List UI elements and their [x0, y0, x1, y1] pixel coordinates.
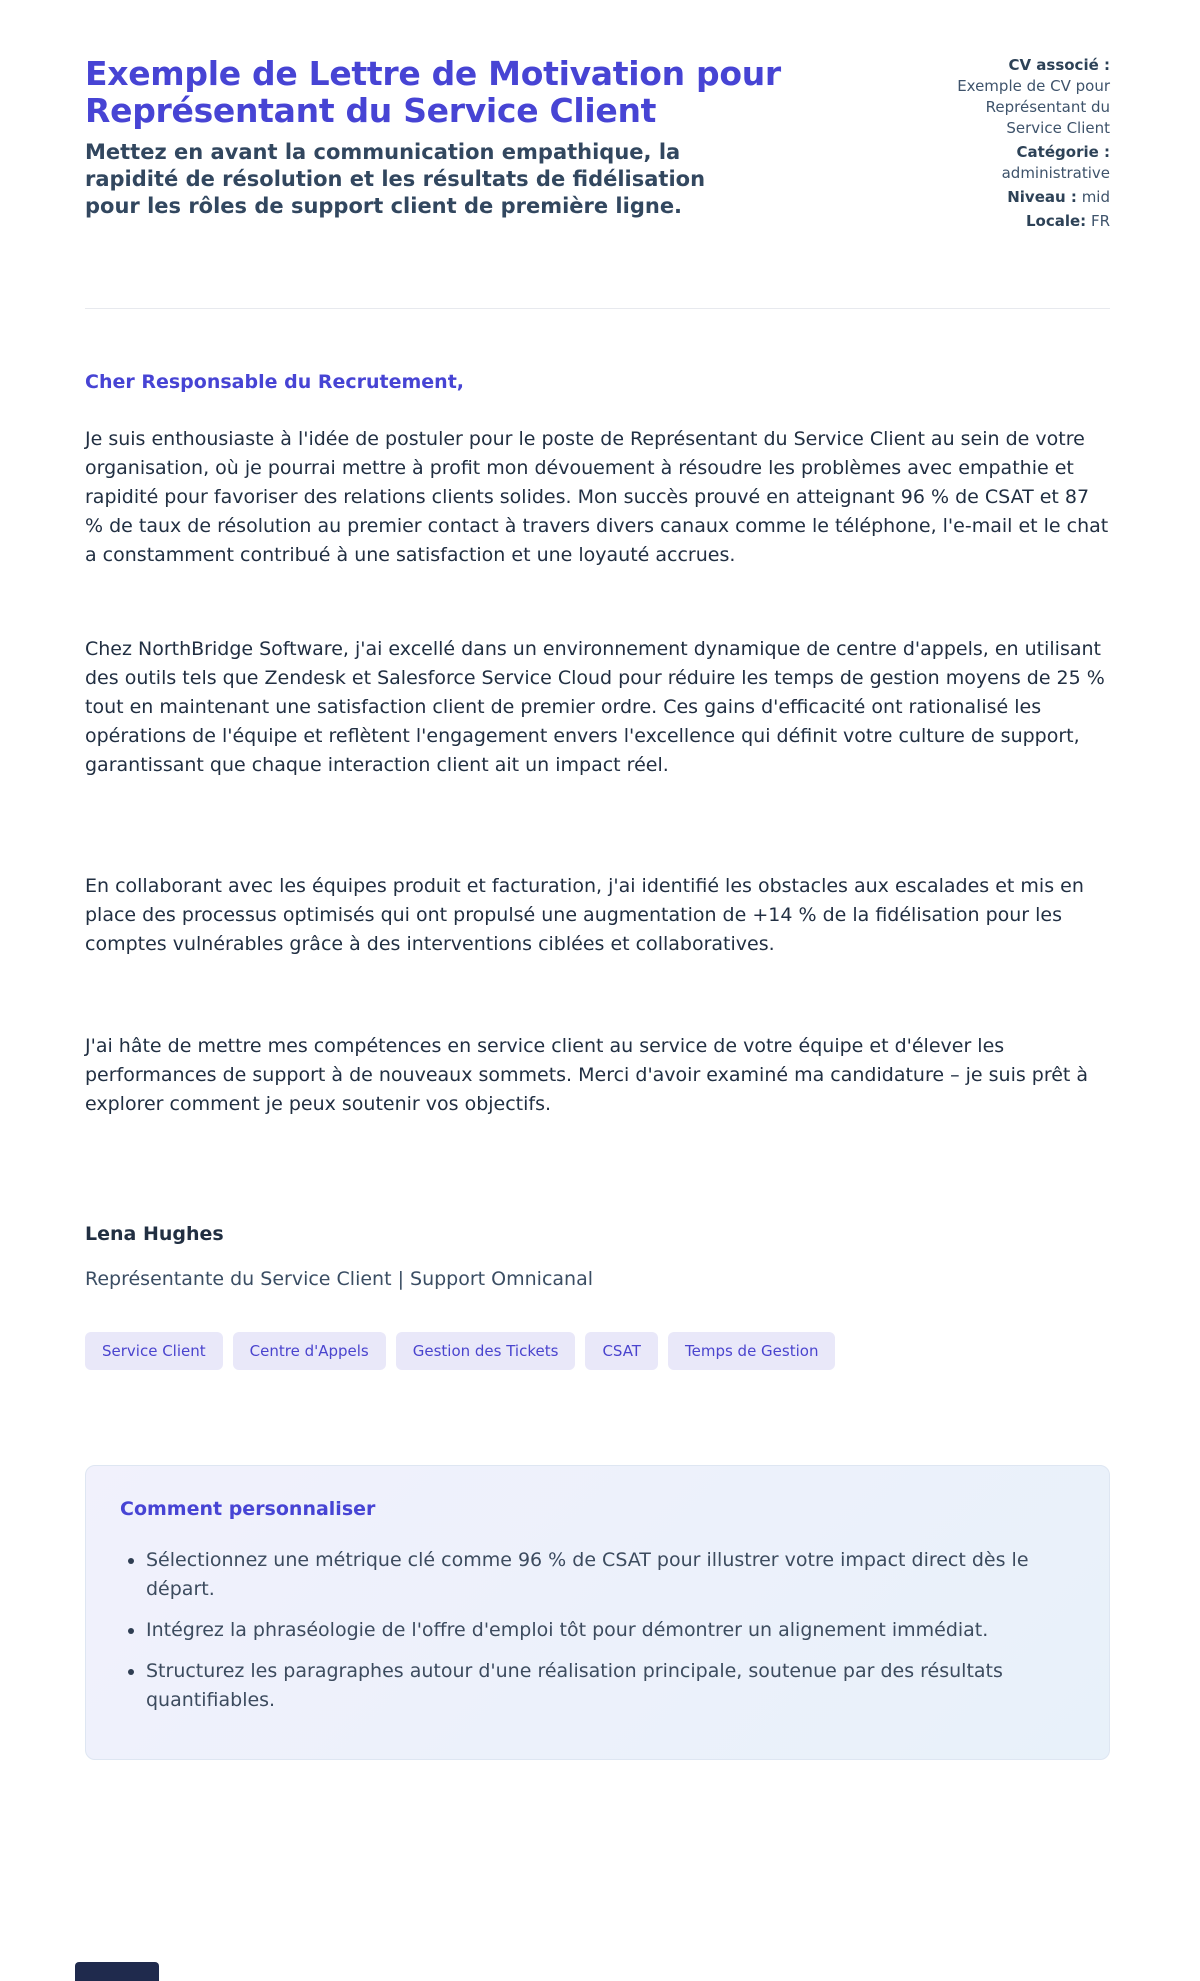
- signature-role: Représentante du Service Client | Support Omnicanal: [85, 1268, 593, 1290]
- meta-item-locale: [930, 211, 1110, 232]
- tips-list: [120, 1546, 1075, 1715]
- footer-logo-block: [75, 1962, 159, 1981]
- meta-category-value: administrative: [1001, 164, 1110, 182]
- tip-item: • Intégrez la phraséologie de l'offre d'emploi tôt pour démontrer un alignement immédiat.: [146, 1616, 1075, 1645]
- page-header: [85, 55, 1110, 235]
- page-subtitle: Mettez en avant la communication empathique, la rapidité de résolution et les résultats de fidélisation pour les rôles de support client de première ligne.: [85, 140, 706, 218]
- letter-paragraph: Je suis enthousiaste à l'idée de postuler pour le poste de Représentant du Service Client au sein de votre organisation, où je pourrai mettre à profit mon dévouement à résoudre les problèmes avec empathie et rapidité pour favoriser des relations clients solides. Mon succès prouvé en atteignant 96 % de CSAT et 87 % de taux de résolution au premier contact à travers divers canaux comme le téléphone, l'e-mail et le chat a constamment contribué à une satisfaction et une loyauté accrues.: [85, 428, 1109, 566]
- meta-locale-label: Locale:: [1025, 212, 1087, 230]
- divider: [85, 308, 1110, 309]
- letter-body: [85, 368, 1110, 1294]
- header-title-block: [85, 55, 830, 220]
- tag-chip-centre-appels[interactable]: Centre d'Appels: [233, 1332, 386, 1370]
- page-title: Exemple de Lettre de Motivation pour Représentant du Service Client: [85, 54, 781, 130]
- tag-chip-csat[interactable]: CSAT: [585, 1332, 658, 1370]
- meta-cv-label: CV associé :: [1008, 56, 1110, 74]
- meta-item-category: [930, 142, 1110, 184]
- meta-locale-value: FR: [1090, 212, 1110, 230]
- signature-name: Lena Hughes: [85, 1223, 224, 1245]
- tip-item: • Structurez les paragraphes autour d'une réalisation principale, soutenue par des résultats quantifiables.: [146, 1657, 1075, 1715]
- meta-panel: [930, 55, 1110, 235]
- tags-row: [85, 1332, 1110, 1370]
- meta-level-label: Niveau :: [1007, 188, 1077, 206]
- tag-chip-gestion-tickets[interactable]: Gestion des Tickets: [396, 1332, 576, 1370]
- tips-heading: Comment personnaliser: [120, 1498, 376, 1520]
- letter-greeting: Cher Responsable du Recrutement,: [85, 371, 464, 393]
- letter-paragraph: J'ai hâte de mettre mes compétences en service client au service de votre équipe et d'élever les performances de support à de nouveaux sommets. Merci d'avoir examiné ma candidature – je suis prêt à explorer comment je peux soutenir vos objectifs.: [85, 1035, 1089, 1115]
- tips-box: [85, 1465, 1110, 1760]
- letter-paragraph: Chez NorthBridge Software, j'ai excellé dans un environnement dynamique de centre d'appels, en utilisant des outils tels que Zendesk et Salesforce Service Cloud pour réduire les temps de gestion moyens de 25 % tout en maintenant une satisfaction client de premier ordre. Ces gains d'efficacité ont rationalisé les opérations de l'équipe et reflètent l'engagement envers l'excellence qui définit votre culture de support, garantissant que chaque interaction client ait un impact réel.: [85, 638, 1105, 776]
- tip-item: • Sélectionnez une métrique clé comme 96 % de CSAT pour illustrer votre impact direct dès le départ.: [146, 1546, 1075, 1604]
- meta-cv-value: Exemple de CV pour Représentant du Service Client: [957, 77, 1110, 137]
- meta-level-value: mid: [1081, 188, 1110, 206]
- meta-item-level: [930, 187, 1110, 208]
- letter-paragraph: En collaborant avec les équipes produit et facturation, j'ai identifié les obstacles aux escalades et mis en place des processus optimisés qui ont propulsé une augmentation de +14 % de la fidélisation pour les comptes vulnérables grâce à des interventions ciblées et collaboratives.: [85, 875, 1084, 955]
- tag-chip-service-client[interactable]: Service Client: [85, 1332, 223, 1370]
- meta-category-label: Catégorie :: [1016, 143, 1110, 161]
- tag-chip-temps-gestion[interactable]: Temps de Gestion: [668, 1332, 835, 1370]
- meta-item-cv: [930, 55, 1110, 139]
